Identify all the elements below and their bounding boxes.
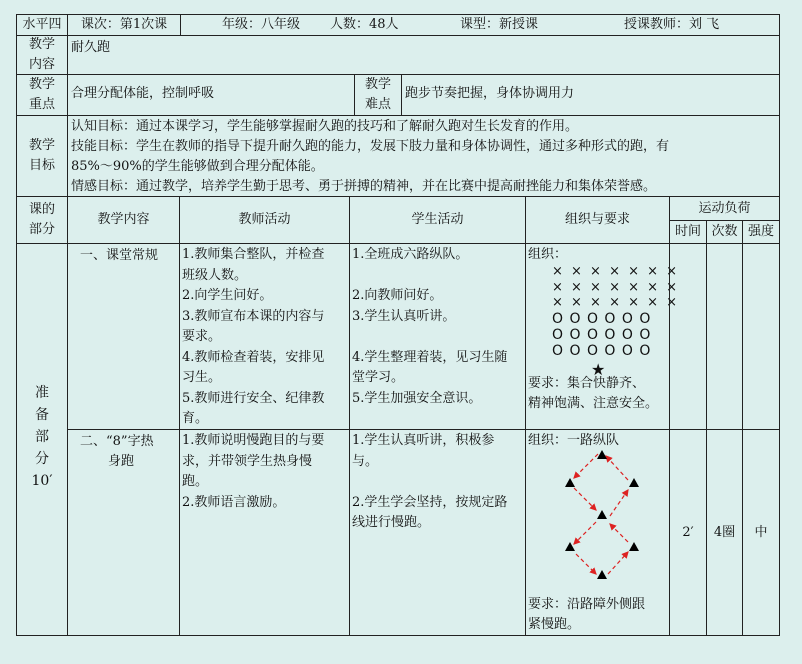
teacher-line: 4.教师检查着装，安排见 bbox=[182, 349, 325, 365]
formation-row: × × × × × × × bbox=[552, 295, 680, 310]
lesson-cell bbox=[67, 14, 181, 36]
route-arrow bbox=[574, 454, 598, 478]
col-intensity-text: 强度 bbox=[747, 224, 774, 239]
row2-reps-text: 4圈 bbox=[713, 524, 736, 540]
org-req-line: 要求：集合快静齐、 bbox=[528, 376, 646, 391]
teacher-line: 2.教师语言激励。 bbox=[182, 494, 286, 510]
col-org-text: 组织与要求 bbox=[564, 212, 630, 227]
goal-skill-cont: 85%～90%的学生能够做到合理分配体能。 bbox=[71, 159, 324, 174]
teacher-line: 习生。 bbox=[182, 370, 222, 385]
formation-row: O O O O O O bbox=[552, 342, 652, 359]
difficulty-label-bottom: 难点 bbox=[364, 97, 391, 112]
student-line: 与。 bbox=[352, 453, 379, 469]
teacher-line: 2.向学生问好。 bbox=[182, 288, 273, 303]
formation-row: × × × × × × × bbox=[552, 264, 680, 279]
student-line: 1.学生认真听讲，积极参 bbox=[352, 433, 495, 448]
row1-teacher bbox=[179, 243, 350, 430]
section-duration: 10′ bbox=[31, 473, 53, 489]
col-part-top: 课的 bbox=[28, 202, 55, 217]
formation-row: O O O O O O bbox=[552, 310, 652, 327]
col-intensity bbox=[742, 220, 780, 244]
formation-row: O O O O O O bbox=[552, 326, 652, 343]
teacher-line: 3.教师宣布本课的内容与 bbox=[182, 308, 325, 324]
goals-value bbox=[67, 115, 780, 197]
org-req-line: 紧慢跑。 bbox=[528, 617, 581, 632]
student-line: 3.学生认真听讲。 bbox=[352, 308, 456, 324]
route-arrow bbox=[608, 552, 628, 574]
row2-content bbox=[67, 429, 180, 636]
student-line: 5.学生加强安全意识。 bbox=[352, 390, 482, 406]
student-line: 1.全班成六路纵队。 bbox=[352, 247, 469, 262]
row2-time bbox=[669, 429, 707, 636]
goal-emotion: 情感目标：通过教学，培养学生勤于思考、勇于拼搏的精神，并在比赛中提高耐挫能力和集体荣誉感。 bbox=[71, 179, 657, 194]
section-char: 部 bbox=[35, 429, 49, 445]
route-arrow bbox=[610, 490, 628, 516]
teacher-line: 要求。 bbox=[182, 329, 222, 344]
teacher-line: 1.教师说明慢跑目的与要 bbox=[182, 433, 325, 448]
student-line: 线进行慢跑。 bbox=[352, 515, 431, 530]
teacher-line: 班级人数。 bbox=[182, 267, 248, 283]
lesson-text: 课次：第1次课 bbox=[80, 17, 168, 32]
student-line bbox=[352, 266, 523, 287]
row2-reps bbox=[706, 429, 743, 636]
col-reps bbox=[706, 220, 743, 244]
section-char: 分 bbox=[35, 451, 49, 467]
route-arrow bbox=[610, 524, 628, 542]
col-part-bottom: 部分 bbox=[28, 222, 55, 237]
goals-label-top: 教学 bbox=[28, 138, 55, 153]
row1-content bbox=[67, 243, 180, 430]
org-title: 组织： bbox=[528, 247, 568, 262]
row2-student bbox=[349, 429, 526, 636]
row2-content-text: 二、“8”字热 bbox=[80, 434, 154, 449]
row1-time bbox=[669, 243, 707, 430]
route-arrow bbox=[606, 456, 628, 480]
route-arrow bbox=[576, 554, 596, 574]
formation-diagram bbox=[552, 264, 680, 359]
org-title: 组织：一路纵队 bbox=[528, 433, 620, 448]
content-value-text: 耐久跑 bbox=[71, 40, 111, 55]
col-load bbox=[669, 196, 780, 221]
row2-content-text: 身跑 bbox=[108, 454, 135, 469]
key-value-text: 合理分配体能，控制呼吸 bbox=[71, 86, 215, 101]
difficulty-value-text: 跑步节奏把握，身体协调用力 bbox=[405, 86, 575, 101]
content-label-top: 教学 bbox=[28, 37, 55, 52]
student-line bbox=[352, 327, 523, 348]
row2-intensity bbox=[742, 429, 780, 636]
content-label bbox=[16, 35, 68, 75]
goal-cognitive: 认知目标：通过本课学习，学生能够掌握耐久跑的技巧和了解耐久跑对生长发育的作用。 bbox=[71, 119, 579, 134]
goals-label bbox=[16, 115, 68, 197]
col-content bbox=[67, 196, 180, 244]
key-value bbox=[67, 74, 355, 116]
col-time-text: 时间 bbox=[674, 224, 701, 239]
teacher-line: 求，并带领学生热身慢 bbox=[182, 453, 313, 469]
difficulty-label bbox=[354, 74, 402, 116]
row2-time-text: 2′ bbox=[682, 524, 694, 540]
level-text: 水平四 bbox=[22, 17, 62, 32]
col-reps-text: 次数 bbox=[711, 224, 738, 239]
row1-reps bbox=[706, 243, 743, 430]
key-label-top: 教学 bbox=[28, 77, 55, 92]
key-label bbox=[16, 74, 68, 116]
teacher-line: 5.教师进行安全、纪律教 bbox=[182, 390, 325, 406]
section-prep bbox=[16, 243, 68, 636]
goal-skill: 技能目标：学生在教师的指导下提升耐久跑的能力，发展下肢力量和身体协调性，通过多种形式的跑，有 bbox=[71, 139, 670, 154]
student-line bbox=[352, 472, 523, 493]
goals-label-bottom: 目标 bbox=[28, 158, 55, 173]
teacher-star-icon: ★ bbox=[591, 360, 606, 379]
section-char: 备 bbox=[35, 407, 49, 423]
cone-icon bbox=[565, 478, 575, 487]
cone-icon bbox=[597, 510, 607, 519]
col-student-text: 学生活动 bbox=[411, 212, 464, 227]
level-cell bbox=[16, 14, 68, 36]
cone-icon bbox=[565, 542, 575, 551]
row2-teacher bbox=[179, 429, 350, 636]
content-value bbox=[67, 35, 780, 75]
student-line: 2.学生学会坚持，按规定路 bbox=[352, 494, 508, 510]
teacher-line: 跑。 bbox=[182, 474, 209, 489]
col-time bbox=[669, 220, 707, 244]
col-part bbox=[16, 196, 68, 244]
content-label-bottom: 内容 bbox=[28, 57, 55, 72]
teacher-line: 育。 bbox=[182, 411, 209, 426]
difficulty-label-top: 教学 bbox=[364, 77, 391, 92]
col-student bbox=[349, 196, 526, 244]
row2-org bbox=[525, 429, 670, 636]
key-label-bottom: 重点 bbox=[28, 97, 55, 112]
student-line: 4.学生整理着装，见习生随 bbox=[352, 349, 508, 365]
row1-content-text: 一、课堂常规 bbox=[80, 248, 159, 263]
org-req-line: 要求：沿路障外侧跟 bbox=[528, 597, 646, 612]
col-org bbox=[525, 196, 670, 244]
cone-icon bbox=[597, 570, 607, 579]
col-teacher bbox=[179, 196, 350, 244]
type-text: 课型：新授课 bbox=[460, 17, 539, 32]
section-char: 准 bbox=[35, 385, 49, 401]
row1-student bbox=[349, 243, 526, 430]
col-teacher-text: 教师活动 bbox=[238, 212, 291, 227]
formation-row: × × × × × × × bbox=[552, 279, 680, 295]
cone-icon bbox=[629, 542, 639, 551]
cone-icon bbox=[629, 478, 639, 487]
grade-text: 年级：八年级 bbox=[222, 17, 301, 32]
row2-intensity-text: 中 bbox=[754, 524, 768, 540]
student-line: 2.向教师问好。 bbox=[352, 288, 443, 303]
row1-intensity bbox=[742, 243, 780, 430]
teacher-line: 1.教师集合整队，并检查 bbox=[182, 247, 325, 262]
count-text: 人数：48人 bbox=[330, 17, 399, 32]
cone-icon bbox=[597, 450, 607, 459]
route-arrow bbox=[574, 522, 596, 544]
col-content-text: 教学内容 bbox=[97, 212, 150, 227]
org-req-line: 精神饱满、注意安全。 bbox=[528, 396, 659, 411]
student-line: 堂学习。 bbox=[352, 370, 405, 385]
route-arrow bbox=[574, 488, 596, 510]
teacher-name-text: 授课教师：刘 飞 bbox=[624, 17, 720, 32]
col-load-text: 运动负荷 bbox=[698, 200, 751, 216]
difficulty-value bbox=[401, 74, 780, 116]
